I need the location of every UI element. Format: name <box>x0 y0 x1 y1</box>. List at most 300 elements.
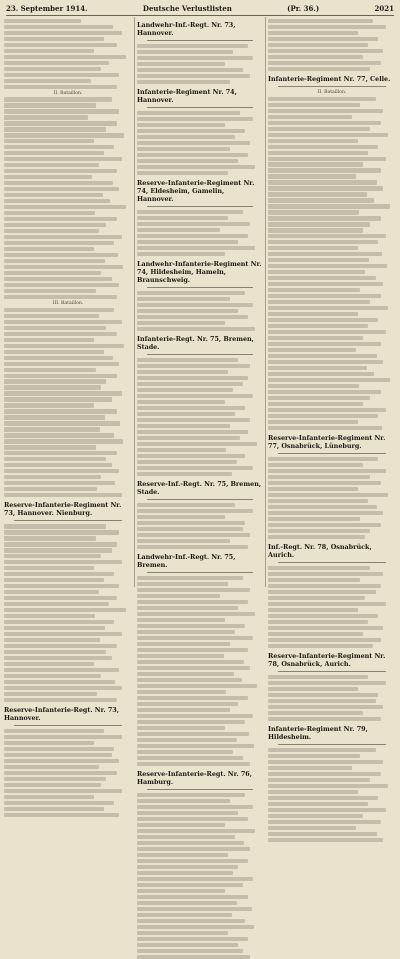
casualty-entry <box>4 283 119 287</box>
regiment-heading: Landwehr-Inf.-Regt. Nr. 73, Hannover. <box>137 21 236 37</box>
casualty-entry <box>137 949 243 953</box>
casualty-entry <box>268 687 358 691</box>
casualty-entry <box>268 252 382 256</box>
casualty-entry <box>137 364 250 368</box>
casualty-entry <box>137 690 226 694</box>
battalion-subheading: III. Bataillon. <box>52 300 84 306</box>
casualty-entry <box>137 847 250 851</box>
casualty-entry <box>137 883 243 887</box>
casualty-entry <box>4 19 81 23</box>
casualty-entry <box>137 418 250 422</box>
casualty-entry <box>4 463 112 467</box>
regiment-heading: Inf.-Regt. Nr. 78, Osnabrück, Aurich. <box>268 542 372 559</box>
heading-rule <box>14 520 122 521</box>
casualty-entry <box>268 420 358 424</box>
casualty-entry <box>268 748 376 752</box>
casualty-entry <box>268 210 359 214</box>
casualty-entry <box>137 216 228 220</box>
casualty-entry <box>4 753 112 757</box>
casualty-entry <box>268 258 369 262</box>
casualty-entry <box>268 802 368 806</box>
casualty-entry <box>4 403 94 407</box>
casualty-entry <box>137 895 248 899</box>
casualty-entry <box>137 678 242 682</box>
casualty-entry <box>268 705 383 709</box>
casualty-entry <box>137 877 253 881</box>
casualty-entry <box>137 865 238 869</box>
casualty-entry <box>268 342 381 346</box>
casualty-entry <box>137 588 250 592</box>
casualty-entry <box>137 702 238 706</box>
casualty-entry <box>4 338 94 342</box>
casualty-entry <box>268 282 383 286</box>
casualty-entry <box>268 37 378 41</box>
casualty-entry <box>4 181 113 185</box>
casualty-entry <box>4 121 117 125</box>
casualty-entry <box>137 630 235 634</box>
casualty-entry <box>137 841 244 845</box>
regiment-heading: Landwehr-Infanterie-Regiment Nr. 74, Hildesheim, Hameln, Braunschweig. <box>137 260 262 285</box>
casualty-entry <box>4 193 103 197</box>
casualty-entry <box>4 668 119 672</box>
casualty-entry <box>137 805 253 809</box>
casualty-entry <box>4 584 119 588</box>
casualty-entry <box>4 374 117 378</box>
casualty-entry <box>268 121 381 125</box>
casualty-entry <box>4 801 114 805</box>
casualty-entry <box>4 813 119 817</box>
casualty-entry <box>4 37 104 41</box>
casualty-entry <box>4 560 122 564</box>
casualty-entry <box>137 672 234 676</box>
casualty-entry <box>4 614 95 618</box>
casualty-entry <box>137 129 245 133</box>
casualty-entry <box>268 754 360 758</box>
casualty-entry <box>268 644 373 648</box>
casualty-entry <box>137 454 245 458</box>
casualty-entry <box>137 117 253 121</box>
casualty-entry <box>4 115 88 119</box>
casualty-entry <box>4 43 117 47</box>
casualty-entry <box>4 49 94 53</box>
casualty-entry <box>137 859 248 863</box>
casualty-entry <box>268 499 368 503</box>
casualty-entry <box>268 43 368 47</box>
casualty-entry <box>4 789 122 793</box>
casualty-entry <box>4 674 101 678</box>
casualty-entry <box>268 103 360 107</box>
casualty-entry <box>137 762 250 766</box>
casualty-entry <box>4 729 104 733</box>
casualty-entry <box>4 457 106 461</box>
casualty-entry <box>268 61 381 65</box>
casualty-entry <box>268 517 360 521</box>
heading-rule <box>147 40 253 41</box>
casualty-entry <box>137 358 238 362</box>
casualty-entry <box>4 241 114 245</box>
casualty-entry <box>4 626 105 630</box>
casualty-entry <box>137 750 233 754</box>
casualty-entry <box>137 376 248 380</box>
casualty-entry <box>137 925 254 929</box>
casualty-entry <box>268 31 358 35</box>
casualty-entry <box>137 521 245 525</box>
casualty-entry <box>4 548 112 552</box>
casualty-entry <box>4 566 94 570</box>
casualty-entry <box>4 326 106 330</box>
casualty-entry <box>268 384 359 388</box>
casualty-entry <box>4 427 100 431</box>
casualty-entry <box>137 472 232 476</box>
casualty-entry <box>4 487 97 491</box>
casualty-entry <box>4 777 106 781</box>
casualty-entry <box>268 372 374 376</box>
casualty-entry <box>137 74 250 78</box>
casualty-entry <box>137 141 250 145</box>
casualty-entry <box>137 234 248 238</box>
casualty-entry <box>137 56 253 60</box>
casualty-entry <box>4 332 117 336</box>
casualty-entry <box>4 187 119 191</box>
casualty-entry <box>4 554 101 558</box>
casualty-entry <box>137 147 230 151</box>
casualty-entry <box>268 584 381 588</box>
casualty-entry <box>4 590 99 594</box>
casualty-entry <box>268 228 363 232</box>
casualty-entry <box>268 234 386 238</box>
casualty-entry <box>4 277 112 281</box>
casualty-entry <box>137 618 225 622</box>
casualty-entry <box>268 180 377 184</box>
casualty-entry <box>4 157 122 161</box>
casualty-entry <box>268 717 381 721</box>
casualty-entry <box>268 596 365 600</box>
casualty-entry <box>137 738 237 742</box>
casualty-entry <box>137 654 224 658</box>
casualty-entry <box>268 760 383 764</box>
casualty-entry <box>4 265 123 269</box>
casualty-entry <box>4 175 92 179</box>
casualty-entry <box>268 109 383 113</box>
casualty-entry <box>4 289 96 293</box>
casualty-entry <box>268 632 363 636</box>
casualty-entry <box>137 527 243 531</box>
casualty-entry <box>137 309 238 313</box>
heading-rule <box>147 107 253 108</box>
casualty-entry <box>137 327 255 331</box>
casualty-entry <box>268 408 386 412</box>
heading-rule <box>147 287 253 288</box>
casualty-entry <box>137 448 226 452</box>
casualty-entry <box>4 247 94 251</box>
casualty-entry <box>268 264 387 268</box>
casualty-entry <box>268 475 370 479</box>
casualty-entry <box>137 931 228 935</box>
casualty-entry <box>137 515 225 519</box>
casualty-entry <box>268 469 386 473</box>
casualty-entry <box>4 475 101 479</box>
casualty-entry <box>268 681 386 685</box>
casualty-entry <box>4 747 114 751</box>
casualty-entry <box>137 210 243 214</box>
casualty-entry <box>268 578 360 582</box>
casualty-entry <box>137 732 249 736</box>
heading-rule <box>147 789 253 790</box>
casualty-entry <box>137 684 257 688</box>
casualty-entry <box>4 795 94 799</box>
casualty-entry <box>268 778 370 782</box>
casualty-entry <box>137 80 230 84</box>
casualty-entry <box>268 300 370 304</box>
casualty-entry <box>137 937 248 941</box>
casualty-entry <box>4 379 106 383</box>
casualty-entry <box>4 421 120 425</box>
casualty-entry <box>268 288 360 292</box>
casualty-entry <box>4 415 105 419</box>
regiment-heading: Reserve-Infanterie-Regt. Nr. 73, Hannover. <box>4 706 119 723</box>
casualty-entry <box>4 409 117 413</box>
casualty-entry <box>4 350 104 354</box>
casualty-entry <box>268 699 376 703</box>
casualty-entry <box>137 793 245 797</box>
casualty-entry <box>268 270 365 274</box>
casualty-entry <box>137 708 230 712</box>
regiment-heading: Infanterie-Regiment Nr. 74, Hannover. <box>137 88 237 105</box>
casualty-entry <box>4 79 91 83</box>
casualty-entry <box>137 246 255 250</box>
heading-rule <box>147 206 253 207</box>
casualty-entry <box>268 19 373 23</box>
casualty-entry <box>137 153 248 157</box>
casualty-entry <box>268 186 383 190</box>
casualty-entry <box>268 306 388 310</box>
casualty-entry <box>4 295 117 299</box>
casualty-entry <box>137 436 240 440</box>
casualty-entry <box>137 835 235 839</box>
casualty-entry <box>137 315 248 319</box>
casualty-entry <box>4 85 117 89</box>
page-header <box>6 2 394 14</box>
casualty-entry <box>268 808 386 812</box>
casualty-entry <box>4 638 100 642</box>
casualty-entry <box>4 133 124 137</box>
casualty-entry <box>4 169 117 173</box>
header-rule <box>6 15 394 16</box>
casualty-entry <box>4 253 118 257</box>
heading-rule <box>278 744 386 745</box>
casualty-entry <box>268 139 358 143</box>
casualty-entry <box>137 756 243 760</box>
casualty-entry <box>137 509 253 513</box>
casualty-entry <box>137 913 232 917</box>
casualty-entry <box>4 109 119 113</box>
casualty-entry <box>4 229 99 233</box>
casualty-entry <box>137 123 225 127</box>
casualty-entry <box>268 162 363 166</box>
casualty-entry <box>4 259 105 263</box>
casualty-entry <box>137 533 250 537</box>
casualty-entry <box>268 222 370 226</box>
casualty-entry <box>137 370 228 374</box>
casualty-entry <box>268 67 370 71</box>
casualty-entry <box>4 741 94 745</box>
casualty-entry <box>268 457 378 461</box>
casualty-entry <box>4 223 106 227</box>
regiment-heading: Infanterie-Regiment Nr. 77, Celle. <box>268 74 391 83</box>
casualty-entry <box>4 368 96 372</box>
casualty-entry <box>268 198 374 202</box>
casualty-entry <box>268 693 378 697</box>
casualty-entry <box>268 838 383 842</box>
casualty-entry <box>137 714 253 718</box>
casualty-entry <box>4 25 113 29</box>
casualty-entry <box>268 324 368 328</box>
casualty-entry <box>268 675 368 679</box>
regiment-heading: Reserve-Infanterie-Regiment Nr. 77, Osnabrück, Lüneburg. <box>268 433 386 450</box>
casualty-entry <box>4 572 114 576</box>
casualty-entry <box>4 127 106 131</box>
casualty-entry <box>4 656 112 660</box>
casualty-entry <box>268 55 363 59</box>
casualty-entry <box>4 542 117 546</box>
casualty-entry <box>137 744 254 748</box>
casualty-entry <box>268 414 378 418</box>
casualty-entry <box>137 720 245 724</box>
casualty-entry <box>137 466 253 470</box>
casualty-entry <box>268 25 386 29</box>
casualty-entry <box>4 445 96 449</box>
casualty-entry <box>4 602 109 606</box>
casualty-entry <box>268 820 381 824</box>
casualty-entry <box>137 400 225 404</box>
battalion-subheading: II. Bataillon. <box>317 89 347 95</box>
casualty-entry <box>4 320 122 324</box>
casualty-entry <box>137 829 255 833</box>
casualty-entry <box>268 246 358 250</box>
casualty-entry <box>4 530 119 534</box>
casualty-entry <box>137 943 238 947</box>
regiment-heading: Reserve-Infanterie-Regiment Nr. 78, Osnabrück, Aurich. <box>268 651 386 668</box>
casualty-entry <box>4 271 101 275</box>
casualty-entry <box>4 524 106 528</box>
casualty-entry <box>4 644 117 648</box>
casualty-entry <box>137 68 243 72</box>
casualty-entry <box>137 871 233 875</box>
casualty-entry <box>268 294 381 298</box>
casualty-entry <box>268 711 363 715</box>
casualty-entry <box>137 811 238 815</box>
heading-rule <box>14 725 122 726</box>
casualty-entry <box>4 596 117 600</box>
casualty-entry <box>4 391 122 395</box>
casualty-entry <box>268 216 381 220</box>
casualty-entry <box>137 382 243 386</box>
casualty-entry <box>268 487 358 491</box>
casualty-entry <box>4 73 119 77</box>
casualty-entry <box>137 817 248 821</box>
casualty-entry <box>268 318 378 322</box>
casualty-entry <box>137 503 235 507</box>
heading-rule <box>278 86 386 87</box>
casualty-entry <box>137 901 237 905</box>
casualty-entry <box>4 481 115 485</box>
regiment-heading: Infanterie-Regt. Nr. 75, Bremen, Stade. <box>137 335 254 352</box>
header-issue: (Pr. 36.) <box>287 3 320 13</box>
casualty-entry <box>4 759 119 763</box>
casualty-entry <box>268 523 381 527</box>
casualty-entry <box>4 145 114 149</box>
casualty-entry <box>137 388 233 392</box>
casualty-entry <box>137 442 257 446</box>
casualty-entry <box>4 680 115 684</box>
casualty-entry <box>268 378 390 382</box>
casualty-entry <box>268 481 381 485</box>
casualty-entry <box>137 159 238 163</box>
casualty-entry <box>268 49 383 53</box>
casualty-entry <box>137 823 225 827</box>
casualty-entry <box>137 539 230 543</box>
casualty-entry <box>268 390 381 394</box>
casualty-entry <box>137 726 225 730</box>
column-2 <box>137 17 263 786</box>
casualty-entry <box>4 632 122 636</box>
regiment-heading: Reserve-Infanterie-Regiment Nr. 74, Eldesheim, Gamelin, Hannover. <box>137 179 255 204</box>
casualty-entry <box>268 505 377 509</box>
casualty-entry <box>268 115 352 119</box>
column-1 <box>4 17 132 723</box>
casualty-entry <box>137 696 248 700</box>
casualty-entry <box>4 783 101 787</box>
regiment-heading: Reserve-Infanterie-Regiment Nr. 73, Hannover. Nienburg. <box>4 501 122 518</box>
casualty-entry <box>268 276 376 280</box>
casualty-entry <box>137 252 225 256</box>
header-date: 23. September 1914. <box>6 3 88 13</box>
casualty-entry <box>268 535 365 539</box>
casualty-entry <box>137 636 253 640</box>
regiment-heading: Reserve-Inf.-Regt. Nr. 75, Bremen, Stade. <box>137 480 262 497</box>
casualty-entry <box>4 61 109 65</box>
casualty-entry <box>4 235 122 239</box>
casualty-entry <box>4 433 114 437</box>
casualty-entry <box>4 662 94 666</box>
casualty-entry <box>4 97 112 101</box>
casualty-entry <box>137 889 225 893</box>
casualty-entry <box>137 291 245 295</box>
casualty-entry <box>137 222 250 226</box>
casualty-entry <box>137 582 228 586</box>
casualty-entry <box>4 686 122 690</box>
casualty-entry <box>268 157 386 161</box>
casualty-entry <box>268 572 383 576</box>
casualty-entry <box>137 642 230 646</box>
casualty-entry <box>268 790 358 794</box>
casualty-entry <box>268 426 382 430</box>
casualty-entry <box>4 439 123 443</box>
casualty-entry <box>268 151 368 155</box>
heading-rule <box>147 572 253 573</box>
battalion-subheading: II. Bataillon. <box>53 90 83 96</box>
casualty-entry <box>137 111 240 115</box>
casualty-entry <box>268 204 390 208</box>
casualty-entry <box>4 397 112 401</box>
casualty-entry <box>4 698 117 702</box>
casualty-entry <box>268 402 363 406</box>
casualty-entry <box>137 612 255 616</box>
casualty-entry <box>268 614 378 618</box>
casualty-entry <box>137 594 220 598</box>
casualty-entry <box>268 396 370 400</box>
casualty-entry <box>4 211 95 215</box>
